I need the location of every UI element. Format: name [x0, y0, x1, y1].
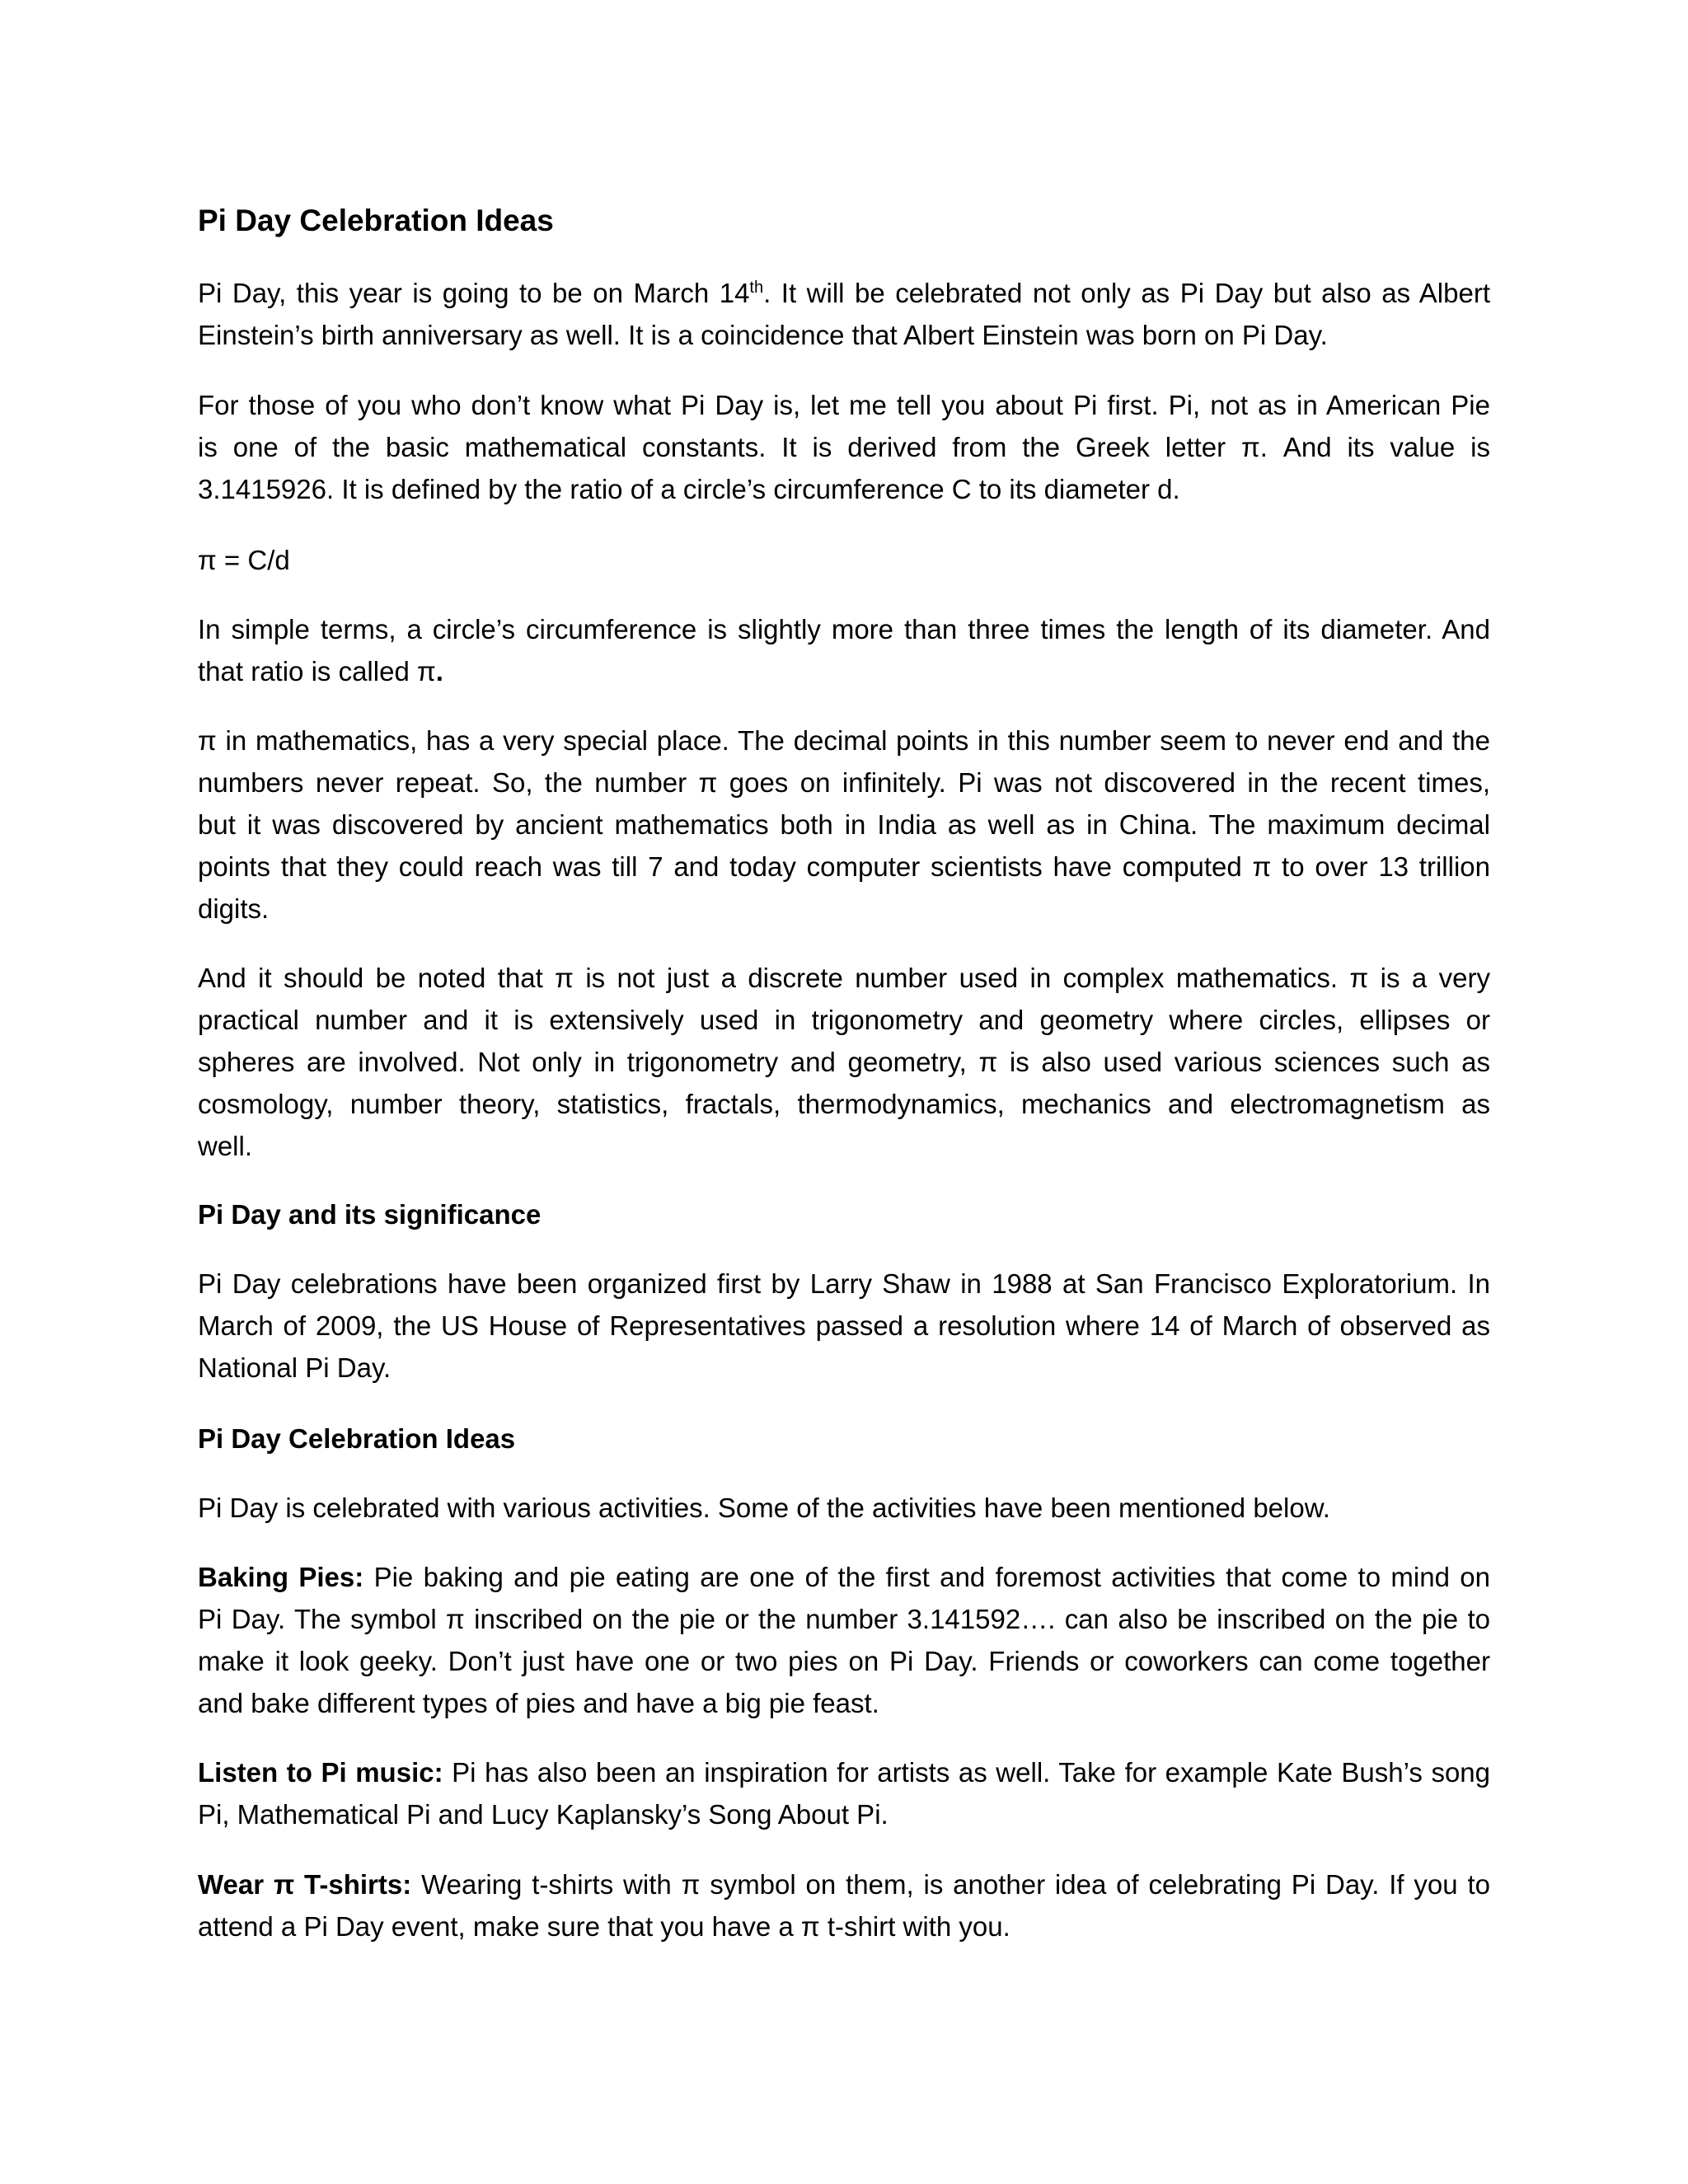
paragraph-practical-number — [198, 957, 1490, 1167]
paragraph-baking-pies — [198, 1556, 1490, 1724]
paragraph-line: spheres are involved. Not only in trigonometry and geometry, π is also used various sciences such as — [198, 1047, 1490, 1077]
paragraph-line: points that they could reach was till 7 and today computer scientists have computed π to over 13 trillion — [198, 851, 1490, 882]
paragraph-line: 3.1415926. It is defined by the ratio of a circle’s circumference C to its diameter d. — [198, 474, 1180, 504]
paragraph-significance — [198, 1263, 1490, 1389]
paragraph-pi-music — [198, 1751, 1490, 1835]
paragraph-line: Pi Day, this year is going to be on March 14th. It will be celebrated not only as Pi Day but also as Albert — [198, 278, 1490, 308]
paragraph-line: but it was discovered by ancient mathematics both in India as well as in China. The maximum decimal — [198, 809, 1490, 840]
paragraph-line: Pi Day. The symbol π inscribed on the pie or the number 3.141592…. can also be inscribed on the pie to — [198, 1604, 1490, 1634]
paragraph-line: digits. — [198, 893, 270, 924]
activity-label: Wear π T-shirts: — [198, 1869, 412, 1900]
paragraph-line: cosmology, number theory, statistics, fractals, thermodynamics, mechanics and electromagnetism as — [198, 1089, 1490, 1119]
paragraph-line: is one of the basic mathematical constants. It is derived from the Greek letter π. And its value is — [198, 432, 1490, 462]
paragraph-line: and bake different types of pies and have a big pie feast. — [198, 1688, 879, 1718]
paragraph-activities-intro — [198, 1487, 1490, 1529]
paragraph-what-is-pi — [198, 384, 1490, 510]
paragraph-line: numbers never repeat. So, the number π goes on infinitely. Pi was not discovered in the recent times, — [198, 767, 1490, 798]
paragraph-line: Pi Day is celebrated with various activities. Some of the activities have been mentioned below. — [198, 1493, 1330, 1523]
document-title: Pi Day Celebration Ideas — [198, 204, 554, 237]
paragraph-line: attend a Pi Day event, make sure that you have a π t-shirt with you. — [198, 1911, 1010, 1942]
paragraph-line: Listen to Pi music: Pi has also been an inspiration for artists as well. Take for example Kate Bush’s song — [198, 1757, 1490, 1788]
paragraph-line: For those of you who don’t know what Pi Day is, let me tell you about Pi first. Pi, not as in American Pie — [198, 390, 1490, 420]
paragraph-simple-terms — [198, 608, 1490, 692]
paragraph-line: well. — [198, 1131, 253, 1161]
paragraph-line: And it should be noted that π is not just a discrete number used in complex mathematics. π is a very — [198, 963, 1490, 993]
ordinal-superscript: th — [749, 279, 764, 297]
paragraph-line: Pi Day celebrations have been organized first by Larry Shaw in 1988 at San Francisco Exploratorium. In — [198, 1268, 1490, 1299]
paragraph-line: π in mathematics, has a very special place. The decimal points in this number seem to never end and the — [198, 725, 1490, 756]
paragraph-pi-tshirts — [198, 1863, 1490, 1947]
paragraph-line: In simple terms, a circle’s circumference is slightly more than three times the length of its diameter. And — [198, 614, 1490, 644]
activity-label: Listen to Pi music: — [198, 1757, 443, 1788]
paragraph-line: practical number and it is extensively used in trigonometry and geometry where circles, ellipses or — [198, 1005, 1490, 1035]
paragraph-line: Baking Pies: Pie baking and pie eating are one of the first and foremost activities that come to mind on — [198, 1562, 1490, 1592]
paragraph-line: National Pi Day. — [198, 1352, 392, 1383]
document-page — [198, 0, 1490, 2184]
activity-label: Baking Pies: — [198, 1562, 364, 1592]
formula-text: π = C/d — [198, 545, 290, 575]
paragraph-line: make it look geeky. Don’t just have one or two pies on Pi Day. Friends or coworkers can come together — [198, 1646, 1490, 1676]
paragraph-line: March of 2009, the US House of Representatives passed a resolution where 14 of March of observed as — [198, 1310, 1490, 1341]
section-heading-ideas: Pi Day Celebration Ideas — [198, 1423, 516, 1454]
formula — [198, 539, 1490, 581]
paragraph-line: that ratio is called π. — [198, 656, 443, 687]
paragraph-line: Pi, Mathematical Pi and Lucy Kaplansky’s Song About Pi. — [198, 1799, 889, 1830]
paragraph-pi-in-mathematics — [198, 719, 1490, 930]
paragraph-line: Wear π T-shirts: Wearing t-shirts with π symbol on them, is another idea of celebrating Pi Day. If you to — [198, 1869, 1490, 1900]
paragraph-intro — [198, 272, 1490, 356]
paragraph-line: Einstein’s birth anniversary as well. It is a coincidence that Albert Einstein was born on Pi Day. — [198, 320, 1328, 350]
section-heading-significance: Pi Day and its significance — [198, 1199, 542, 1230]
